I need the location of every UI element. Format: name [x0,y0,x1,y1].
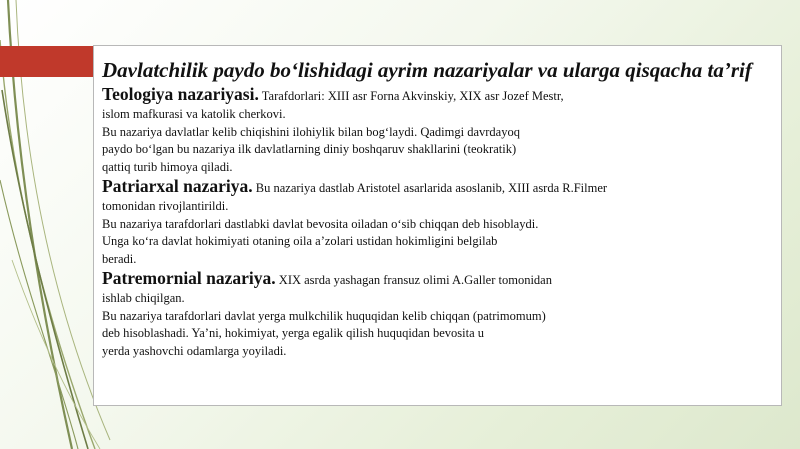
slide-title: Davlatchilik paydo bo‘lishidagi ayrim nazariyalar va ularga qisqacha ta’rif [102,58,752,82]
section-text-line: Tarafdorlari: XIII asr Forna Akvinskiy, XIX asr Jozef Mestr, [261,89,564,103]
section-text-line: XIX asrda yashagan fransuz olimi A.Galler tomonidan [278,273,552,287]
section-text-line: Bu nazariya tarafdorlari dastlabki davlat bevosita oiladan o‘sib chiqqan deb hisoblaydi. [102,216,539,231]
section-heading: Patriarxal nazariya. [102,176,253,196]
section-first-line [102,176,773,198]
section-text-line: Bu nazariya dastlab Aristotel asarlarida asoslanib, XIII asrda R.Filmer [255,181,608,195]
section-text-line: ishlab chiqilgan. [102,291,185,305]
section-teologiya [102,84,773,176]
section-text-line: beradi. [102,251,137,266]
section-text-line: Bu nazariya tarafdorlari davlat yerga mulkchilik huquqidan kelib chiqqan (patrimomum) [102,308,546,323]
section-text-line: deb hisoblashadi. Ya’ni, hokimiyat, yerga egalik qilish huquqidan bevosita u [102,326,485,340]
section-text-line: islom mafkurasi va katolik cherkovi. [102,107,286,121]
section-first-line [102,268,773,290]
title-accent-bar [0,46,93,77]
section-first-line [102,84,773,106]
content-box [93,45,782,406]
section-text-line: tomonidan rivojlantirildi. [102,199,229,213]
section-heading: Patremornial nazariya. [102,268,276,288]
section-heading: Teologiya nazariyasi. [102,84,259,104]
section-patremornial [102,268,773,360]
section-text-line: qattiq turib himoya qiladi. [102,159,233,174]
section-text-line: Unga ko‘ra davlat hokimiyati otaning oila a’zolari ustidan hokimligini belgilab [102,234,498,248]
section-text-line: paydo bo‘lgan bu nazariya ilk davlatlarning diniy boshqaruv shakllarini (teokratik) [102,142,517,156]
section-text-line: Bu nazariya davlatlar kelib chiqishini ilohiylik bilan bog‘laydi. Qadimgi davrdayoq [102,124,520,139]
section-text-line: yerda yashovchi odamlarga yoyiladi. [102,343,287,358]
section-patriarxal [102,176,773,268]
